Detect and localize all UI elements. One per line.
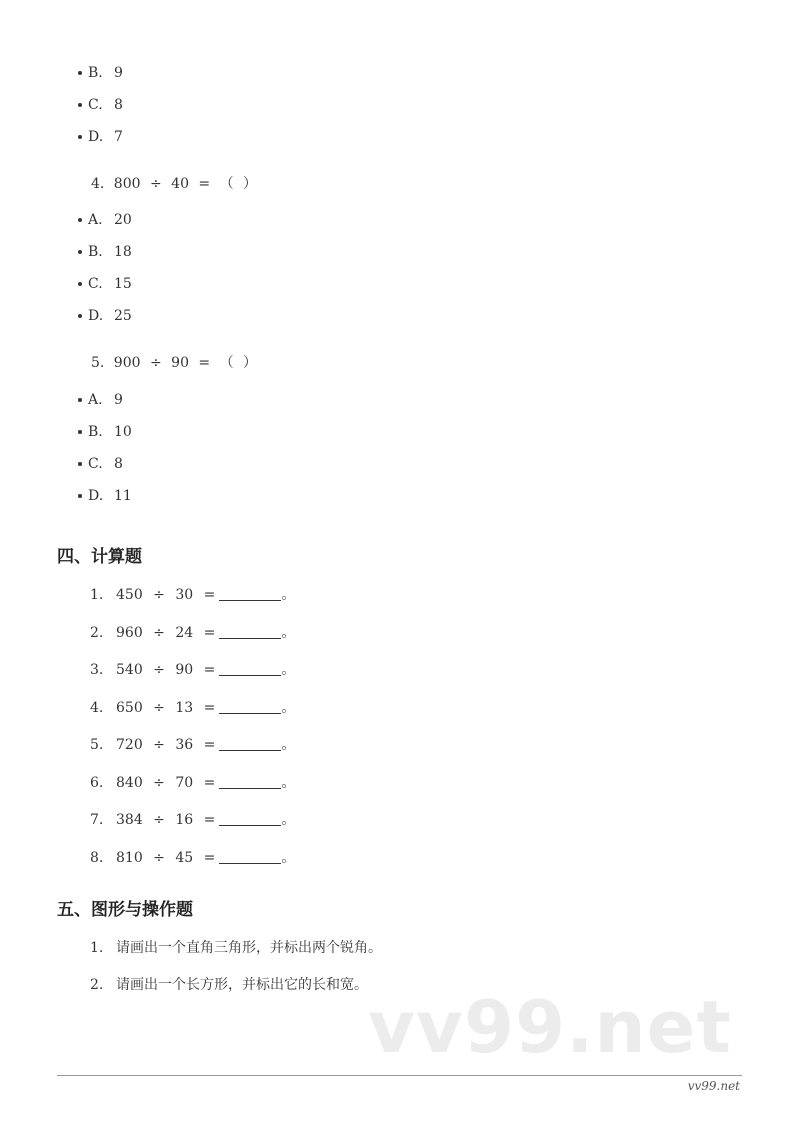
- question-5: 5. 900 ÷ 90 = （ ）: [91, 355, 258, 371]
- calc-item: 2. 960 ÷ 24 = 。: [90, 624, 296, 641]
- drawing-task-list: [90, 937, 382, 1011]
- answer-blank[interactable]: [219, 624, 281, 639]
- bullet-icon: [78, 250, 82, 254]
- bullet-icon: [78, 430, 82, 434]
- calc-item: 1. 450 ÷ 30 = 。: [90, 587, 296, 603]
- bullet-icon: [78, 103, 82, 107]
- question-4: 4. 800 ÷ 40 = （ ）: [91, 176, 258, 192]
- q5-option-d: D. 11: [78, 480, 132, 512]
- calc-item: 4. 650 ÷ 13 = 。: [90, 699, 296, 716]
- q5-option-a: A. 9: [78, 384, 132, 416]
- watermark: vv99.net: [368, 985, 732, 1069]
- calc-item: 8. 810 ÷ 45 = 。: [90, 849, 296, 866]
- q4-option-b: B. 18: [78, 236, 132, 268]
- bullet-icon: [78, 462, 82, 466]
- q5-option-c: C. 8: [78, 448, 132, 480]
- footer-divider: [57, 1075, 742, 1076]
- calc-item: 6. 840 ÷ 70 = 。: [90, 774, 296, 791]
- bullet-icon: [78, 282, 82, 286]
- answer-blank[interactable]: [219, 811, 281, 826]
- answer-blank[interactable]: [219, 736, 281, 751]
- q4-option-c: C. 15: [78, 268, 132, 300]
- q5-option-b: B. 10: [78, 416, 132, 448]
- bullet-icon: [78, 218, 82, 222]
- q5-options: [78, 384, 132, 512]
- q4-option-d: D. 25: [78, 300, 132, 332]
- calc-item: 3. 540 ÷ 90 = 。: [90, 662, 296, 678]
- q3-option-d: D. 7: [78, 121, 123, 153]
- q3-option-c: C. 8: [78, 89, 123, 121]
- q3-options: [78, 57, 123, 153]
- section-5-title: 五、图形与操作题: [57, 900, 193, 920]
- answer-blank[interactable]: [219, 661, 281, 676]
- q4-option-a: A. 20: [78, 204, 132, 236]
- answer-blank[interactable]: [219, 849, 281, 864]
- footer-site: vv99.net: [687, 1079, 740, 1093]
- q3-option-b: B. 9: [78, 57, 123, 89]
- section-4-title: 四、计算题: [57, 547, 142, 567]
- answer-blank[interactable]: [219, 774, 281, 789]
- answer-blank[interactable]: [219, 586, 281, 601]
- calculation-list: [90, 584, 295, 884]
- bullet-icon: [78, 135, 82, 139]
- answer-blank[interactable]: [219, 699, 281, 714]
- bullet-icon: [78, 71, 82, 75]
- drawing-task: 2. 请画出一个长方形，并标出它的长和宽。: [90, 977, 368, 993]
- q4-options: [78, 204, 132, 332]
- bullet-icon: [78, 494, 82, 498]
- drawing-task: 1. 请画出一个直角三角形，并标出两个锐角。: [90, 940, 382, 956]
- calc-item: 7. 384 ÷ 16 = 。: [90, 812, 296, 828]
- bullet-icon: [78, 314, 82, 318]
- calc-item: 5. 720 ÷ 36 = 。: [90, 737, 296, 753]
- bullet-icon: [78, 398, 82, 402]
